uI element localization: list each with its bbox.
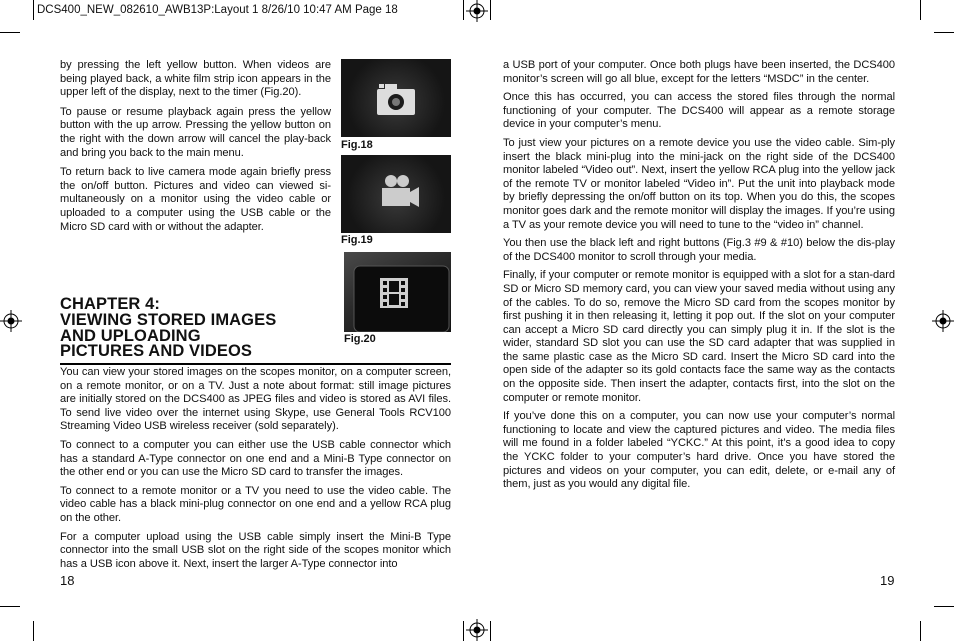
figure-18-caption: Fig.18 <box>341 139 373 151</box>
registration-mark-bottom <box>466 619 488 641</box>
figure-20-caption: Fig.20 <box>344 333 376 345</box>
figure-18 <box>341 59 451 137</box>
right-body-text <box>503 59 895 497</box>
paragraph: by pressing the left yellow button. When videos are being played back, a white film strip icon appears in the upper left of the display, next to the timer (Fig.20). <box>60 59 331 99</box>
paragraph: To pause or resume playback again press the yellow button with the up arrow. Pressing the yellow button on the right with the down arrow will cancel the play-back and bring you back to the main menu. <box>60 105 331 159</box>
paragraph: If you’ve done this on a computer, you can now use your computer’s normal functioning to locate and view the captured pictures and video. The media files will me found in a folder labeled “YCKC.” At this point, it’s a good idea to copy the YCKC folder to your computer’s hard drive. Once you have stored the pictures and videos on your computer, you can edit, delete, or e-mail any of them, just as you would any digital file. <box>503 410 895 491</box>
paragraph: To just view your pictures on a remote device you use the video cable. Sim-ply insert the black mini-plug into the mini-jack on the right side of the DCS400 monitor labeled “Video out”. Next, insert the yellow RCA plug into the yellow jack of the remote TV or monitor labeled “Video in”. Put the unit into playback mode by briefly depressing the on/off button on its top. When you do this, the scopes monitor goes dark and the remote monitor will display the images. If you’re using a TV as your remote device you will need to tune to the “video in” channel. <box>503 136 895 231</box>
film-strip-icon <box>344 252 451 332</box>
chapter-heading-line: PICTURES AND VIDEOS <box>60 342 252 361</box>
chapter-heading-line: VIEWING STORED IMAGES <box>60 310 277 329</box>
paragraph: You can view your stored images on the scopes monitor, on a computer screen, on a remote monitor, or on a TV. Just a note about format: still image pictures are initially stored on the DCS400 as JPEG files and video is stored as AVI files. To send live video over the internet using Skype, use General Tools RCV100 Streaming Video USB wireless receiver (sold separately). <box>60 366 451 433</box>
registration-mark-right <box>932 310 954 332</box>
heading-rule <box>60 363 451 365</box>
video-camera-icon <box>341 155 451 233</box>
registration-mark-top <box>466 0 488 22</box>
figure-20 <box>344 252 451 332</box>
left-top-text <box>60 59 331 240</box>
chapter-heading-line: CHAPTER 4: <box>60 295 161 313</box>
chapter-heading-line: AND UPLOADING <box>60 326 201 345</box>
slug-line: DCS400_NEW_082610_AWB13P:Layout 1 8/26/10 10:47 AM Page 18 <box>37 4 398 16</box>
page-number-right: 19 <box>880 573 895 588</box>
registration-mark-left <box>0 310 22 332</box>
paragraph: Finally, if your computer or remote monitor is equipped with a slot for a stan-dard SD or Micro SD memory card, you can view your saved media without using any of the cables. To do so, remove the Micro SD card from the scopes monitor by first pushing it in then releasing it, letting it pop out. If the slot on your computer can accept a Micro SD card directly you can simply plug it in. If the slot is the wider, standard SD slot you can use the SD card adapter that was supplied in the same plastic case as the Micro SD card. Insert the Micro SD card into the open side of the adapter so its gold contacts face the same way as the contacts on the opposite side. Then insert the adapter, contacts first, into the slot on the computer or remote monitor. <box>503 269 895 404</box>
paragraph: You then use the black left and right buttons (Fig.3 #9 & #10) below the dis-play of the DCS400 monitor to scroll through your media. <box>503 237 895 263</box>
figure-19-caption: Fig.19 <box>341 234 373 246</box>
chapter-heading <box>60 297 276 360</box>
paragraph: a USB port of your computer. Once both plugs have been inserted, the DCS400 monitor’s screen will go all blue, except for the letters “MSDC” in the center. <box>503 59 895 85</box>
paragraph: To return back to live camera mode again briefly press the on/off button. Pictures and video can viewed si-multaneously on a monitor using the video cable or uploaded to a computer using the USB cable or the Micro SD card with or without the adapter. <box>60 166 331 233</box>
paragraph: Once this has occurred, you can access the stored files through the normal functioning of your computer. The DCS400 will appear as a remote storage device in your computer’s menu. <box>503 91 895 131</box>
page-number-left: 18 <box>60 573 75 588</box>
paragraph: For a computer upload using the USB cable simply insert the Mini-B Type connector into the small USB slot on the right side of the scopes monitor which has a USB icon above it. Next, insert the larger A-Type connector into <box>60 530 451 570</box>
figure-19 <box>341 155 451 233</box>
left-body-text <box>60 366 451 576</box>
paragraph: To connect to a remote monitor or a TV you need to use the video cable. The video cable has a black mini-plug connector on one end and a yellow RCA plug on the other. <box>60 484 451 524</box>
camera-icon <box>341 59 451 137</box>
paragraph: To connect to a computer you can either use the USB cable connector which has a standard A-Type connector on one end and a Mini-B Type connector on the other end or you can use the Micro SD card to transfer the images. <box>60 438 451 479</box>
